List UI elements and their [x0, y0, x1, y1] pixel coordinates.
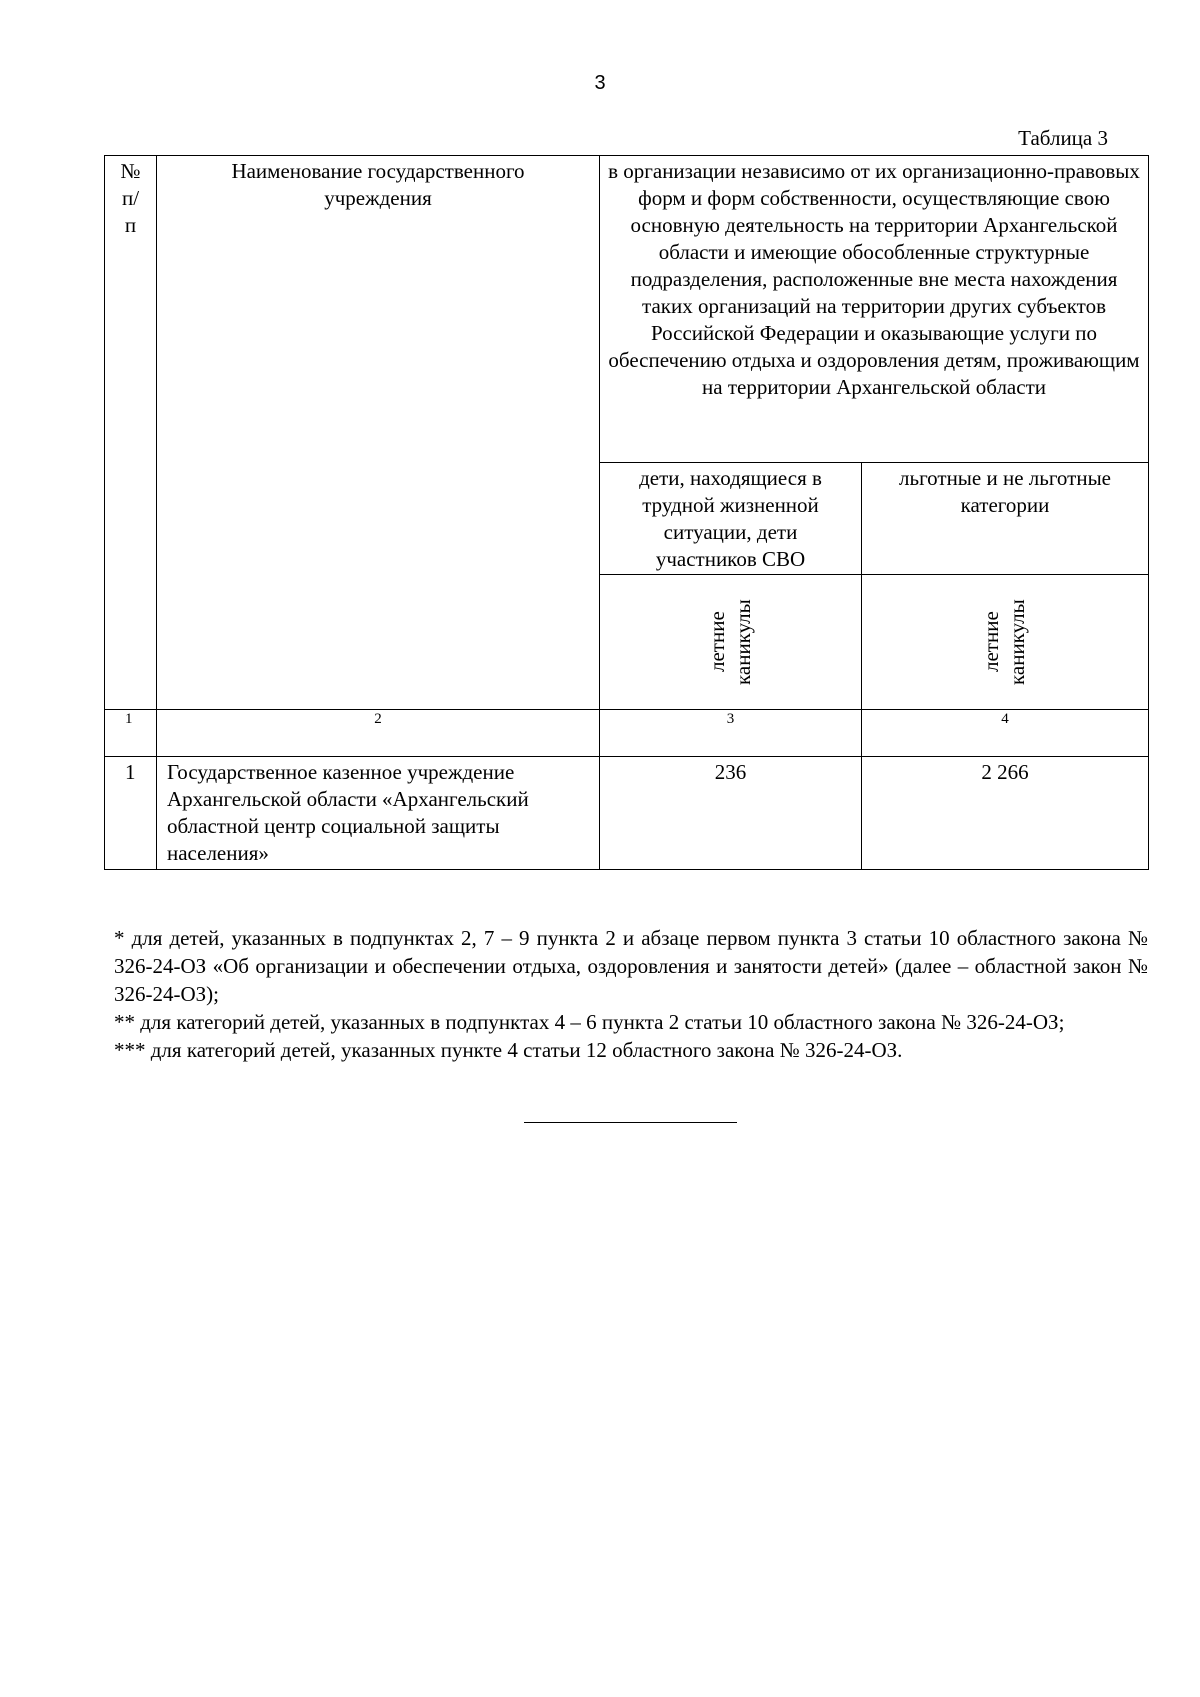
row-value-2: 2 266 — [862, 757, 1149, 870]
footnote-2: ** для категорий детей, указанных в подпунктах 4 – 6 пункта 2 статьи 10 областного закона № 326-24-ОЗ; — [114, 1010, 1065, 1034]
footnotes — [114, 924, 1148, 1064]
header-period-1: летние каникулы — [600, 575, 862, 710]
column-number-row — [105, 710, 1149, 757]
header-sub-2: льготные и не льготные категории — [862, 463, 1149, 575]
header-group: в организации независимо от их организационно-правовых форм и форм собственности, осуществляющие свою основную деятельность на территории Архангельской области и имеющие обособленные структурные подразделения, расположенные вне места нахождения таких организаций на территории других субъектов Российской Федерации и оказывающие услуги по обеспечению отдыха и оздоровления детям, проживающим на территории Архангельской области — [600, 156, 1149, 463]
table-caption: Таблица 3 — [1018, 126, 1108, 150]
data-table — [104, 155, 1149, 870]
column-number-2: 2 — [157, 710, 600, 757]
header-num: № п/ п — [105, 156, 157, 710]
column-number-4: 4 — [862, 710, 1149, 757]
column-number-1: 1 — [105, 710, 157, 757]
row-num: 1 — [105, 757, 157, 870]
end-rule — [524, 1122, 737, 1123]
footnote-1: * для детей, указанных в подпунктах 2, 7 – 9 пункта 2 и абзаце первом пункта 3 статьи 10 областного закона № 326-24-ОЗ «Об организации и обеспечении отдыха, оздоровления и занятости детей» (далее – областной закон № 326-24-ОЗ); — [114, 926, 1148, 1006]
table-row — [105, 757, 1149, 870]
header-name: Наименование государственного учреждения — [157, 156, 600, 710]
column-number-3: 3 — [600, 710, 862, 757]
footnote-3: *** для категорий детей, указанных пункте 4 статьи 12 областного закона № 326-24-ОЗ. — [114, 1038, 903, 1062]
row-value-1: 236 — [600, 757, 862, 870]
header-period-2: летние каникулы — [862, 575, 1149, 710]
page-number: 3 — [594, 72, 606, 94]
row-institution-name: Государственное казенное учреждение Архангельской области «Архангельский областной центр социальной защиты населения» — [157, 757, 600, 870]
header-sub-1: дети, находящиеся в трудной жизненной ситуации, дети участников СВО — [600, 463, 862, 575]
